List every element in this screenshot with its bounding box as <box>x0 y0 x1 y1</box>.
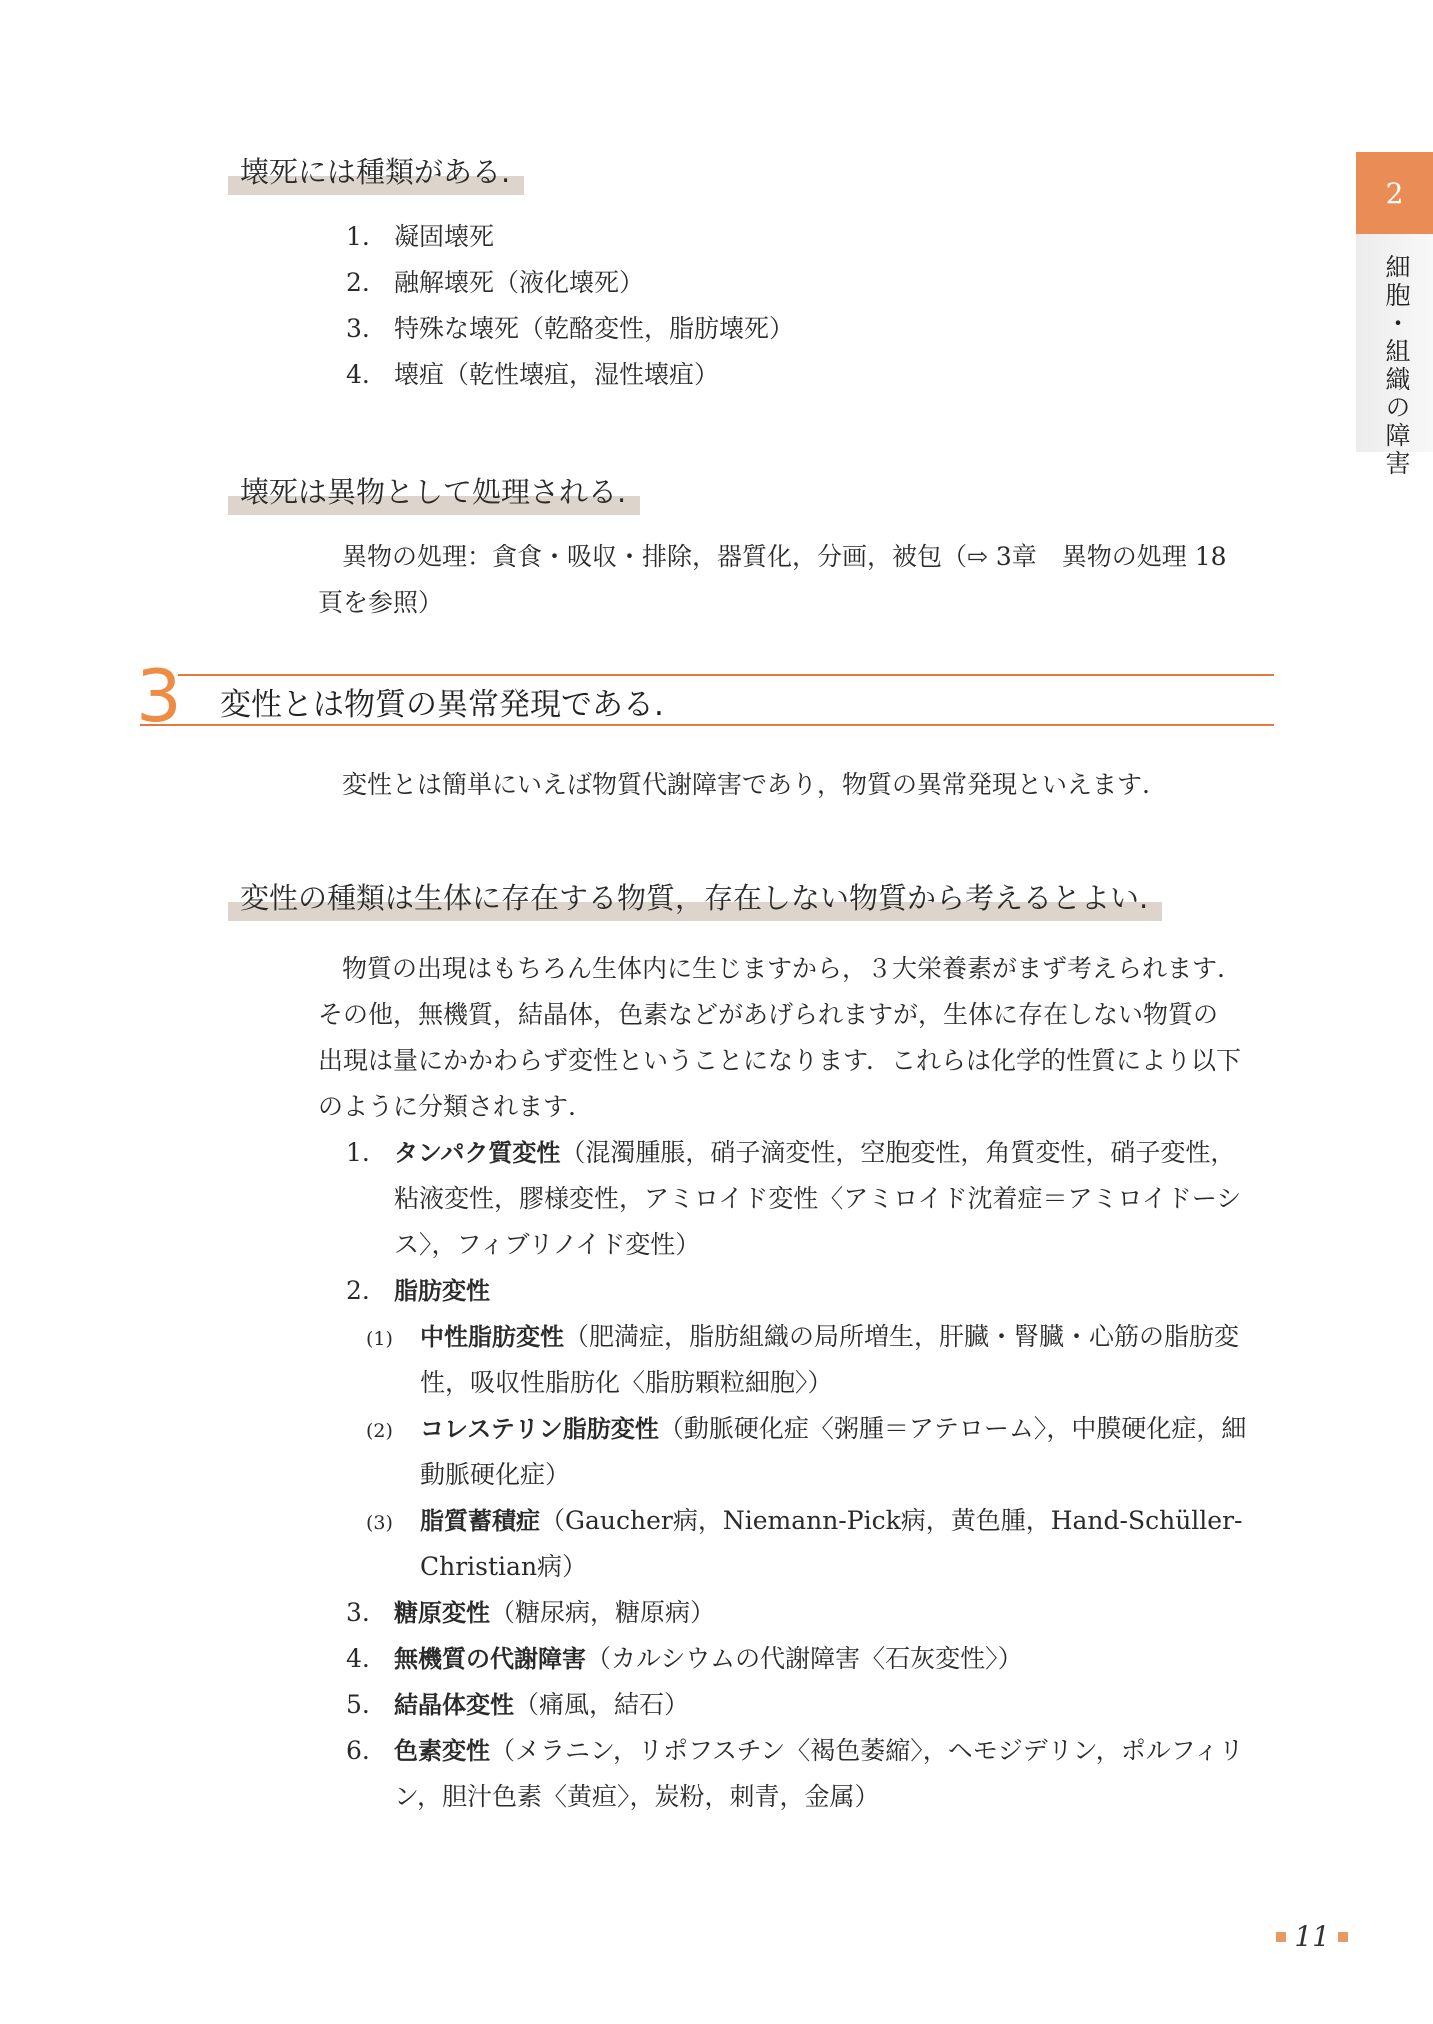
chapter-title: 細胞・組織の障害 <box>1382 254 1411 478</box>
foreign-body-text-1: 異物の処理：貪食・吸収・排除，器質化，分画，被包（⇨ 3章 異物の処理 18 <box>342 542 1227 571</box>
page-number-text: 11 <box>1294 1920 1330 1953</box>
subheading-foreign-body: 壊死は異物として処理される. <box>228 470 640 515</box>
list-item: 6. 色素変性（メラニン，リポフスチン〈褐色萎縮〉，ヘモジデリン，ポルフィリ <box>346 1736 1244 1765</box>
subheading-necrosis-types: 壊死には種類がある. <box>228 150 524 195</box>
sub-list-item: (2) コレステリン脂肪変性（動脈硬化症〈粥腫＝アテローム〉，中膜硬化症，細 <box>366 1414 1247 1443</box>
sub-list-item: (3) 脂質蓄積症（Gaucher病，Niemann-Pick病，黄色腫，Hand-Schüller- <box>366 1506 1243 1535</box>
sub-list-item-continuation: Christian病） <box>420 1552 588 1581</box>
list-item: 1. タンパク質変性（混濁腫脹，硝子滴変性，空胞変性，角質変性，硝子変性， <box>346 1138 1236 1167</box>
paragraph-line: 物質の出現はもちろん生体内に生じますから，３大栄養素がまず考えられます. <box>342 954 1225 983</box>
square-icon <box>1276 1932 1286 1942</box>
list-item: 2. 融解壊死（液化壊死） <box>346 268 645 297</box>
list-item: 1. 凝固壊死 <box>346 222 495 251</box>
sub-list-item-continuation: 動脈硬化症） <box>420 1460 571 1489</box>
list-item: 4. 壊疽（乾性壊疽，湿性壊疽） <box>346 360 720 389</box>
foreign-body-text-2: 頁を参照） <box>318 588 444 617</box>
paragraph-line: 出現は量にかかわらず変性ということになります．これらは化学的性質により以下 <box>318 1046 1242 1075</box>
list-item: 5. 結晶体変性（痛風，結石） <box>346 1690 690 1719</box>
list-item: 2. 脂肪変性 <box>346 1276 490 1305</box>
section-bottom-rule <box>140 724 1274 726</box>
section-number: 3 <box>136 654 182 738</box>
list-item: 3. 特殊な壊死（乾酪変性，脂肪壊死） <box>346 314 795 343</box>
list-item: 4. 無機質の代謝障害（カルシウムの代謝障害〈石灰変性〉） <box>346 1644 1023 1673</box>
sub-list-item-continuation: 性，吸収性脂肪化〈脂肪顆粒細胞〉） <box>420 1368 833 1397</box>
subheading-degeneration-types: 変性の種類は生体に存在する物質，存在しない物質から考えるとよい. <box>228 876 1162 921</box>
square-icon <box>1338 1932 1348 1942</box>
section-top-rule <box>178 674 1274 676</box>
list-item-continuation: ン，胆汁色素〈黄疸〉，炭粉，刺青，金属） <box>394 1782 880 1811</box>
section-title: 変性とは物質の異常発現である. <box>220 687 664 723</box>
necrosis-list <box>346 214 794 398</box>
chapter-number-tab: 2 <box>1356 152 1433 234</box>
list-item: 3. 糖原変性（糖尿病，糖原病） <box>346 1598 716 1627</box>
paragraph-line: その他，無機質，結晶体，色素などがあげられますが，生体に存在しない物質の <box>318 1000 1219 1029</box>
list-item-continuation: 粘液変性，膠様変性，アミロイド変性〈アミロイド沈着症＝アミロイドーシ <box>394 1184 1242 1213</box>
list-item-continuation: ス〉，フィブリノイド変性） <box>394 1230 701 1259</box>
section-intro: 変性とは簡単にいえば物質代謝障害であり，物質の異常発現といえます. <box>342 770 1150 799</box>
paragraph-line: のように分類されます. <box>318 1092 576 1121</box>
sub-list-item: (1) 中性脂肪変性（肥満症，脂肪組織の局所増生，肝臓・腎臓・心筋の脂肪変 <box>366 1322 1240 1351</box>
page-number <box>1276 1920 1348 1953</box>
